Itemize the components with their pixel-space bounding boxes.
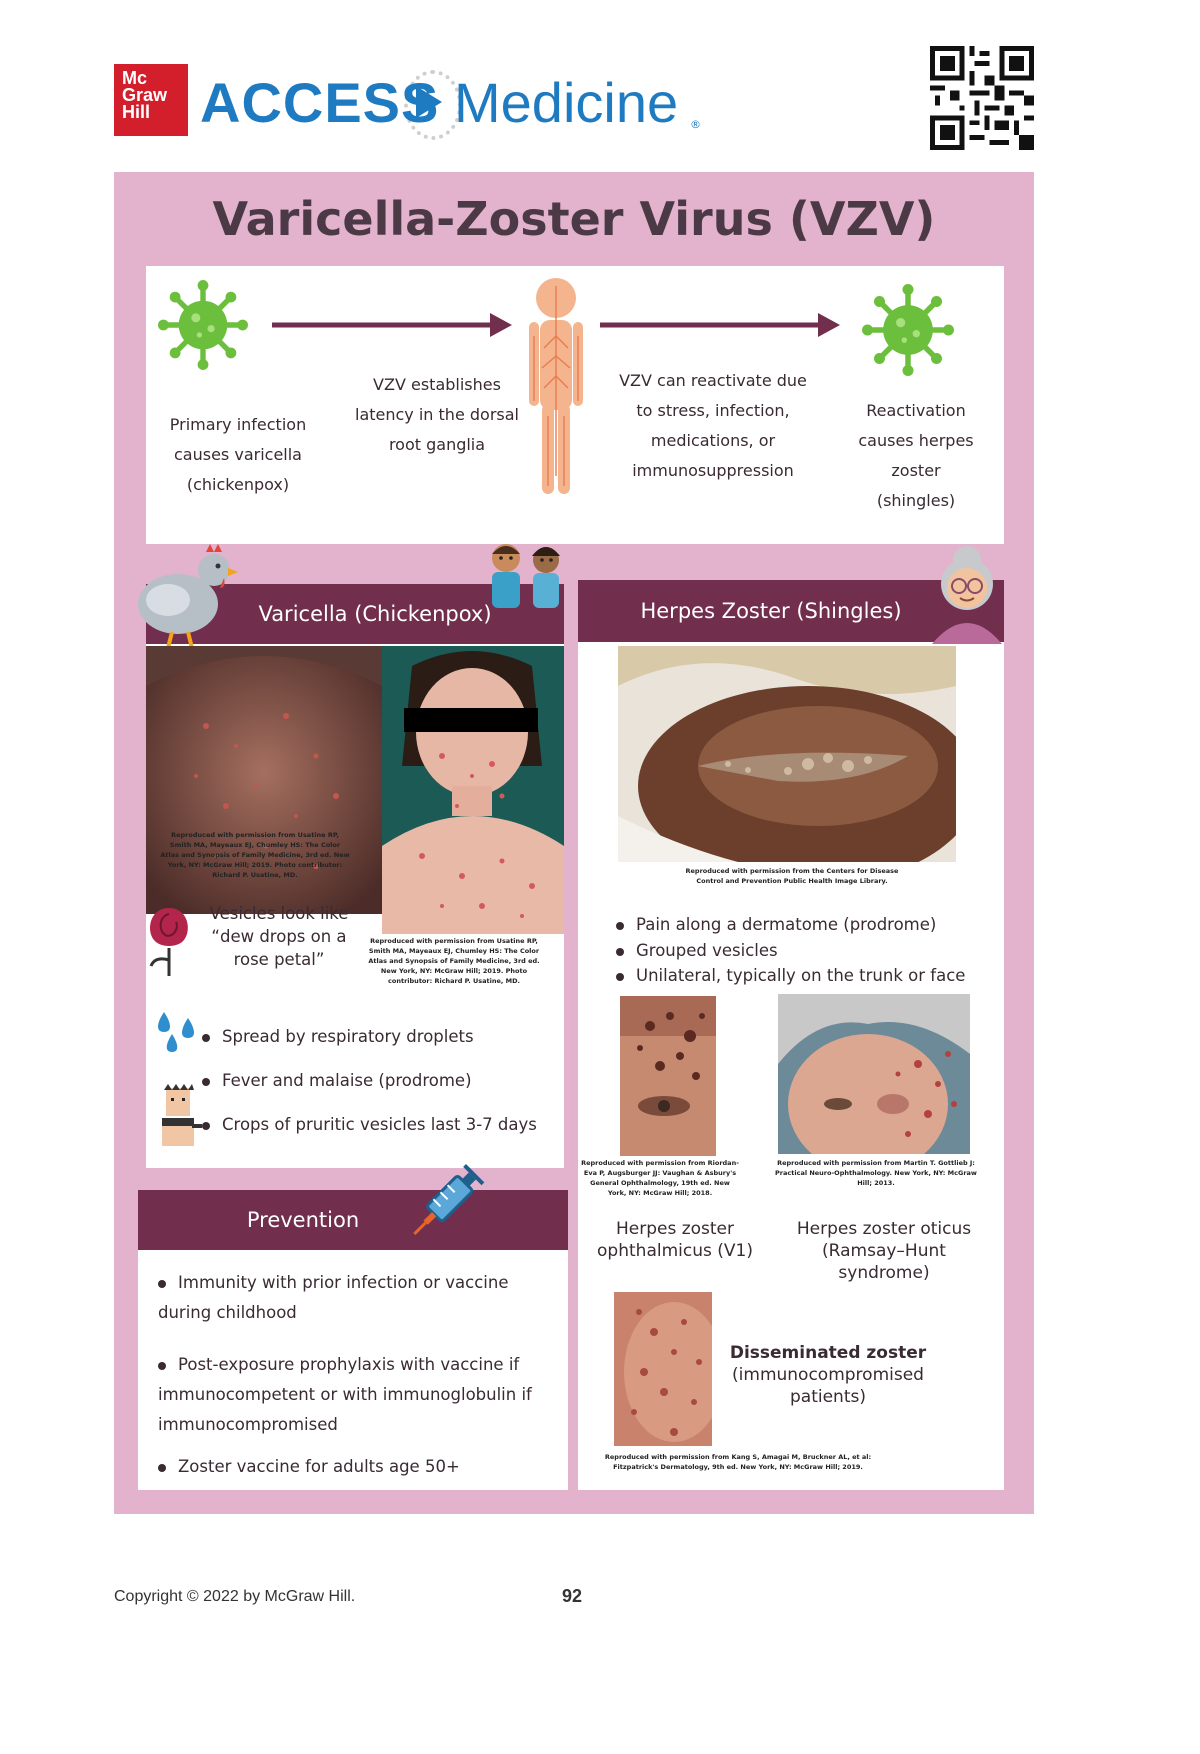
disseminated-zoster-subtitle: (immunocompromised patients) (732, 1365, 924, 1407)
virus-icon (158, 280, 248, 370)
zoster-heading: Herpes Zoster (Shingles) (578, 580, 1004, 642)
page-number: 92 (562, 1586, 583, 1606)
zoster-oticus-credit: Reproduced with permission from Martin T. Gottlieb J: Practical Neuro-Ophthalmology. New York, NY: McGraw Hill; 2013. (775, 1159, 977, 1187)
registered-mark: ® (690, 118, 701, 131)
flow-step-reactivation-triggers: VZV can reactivate due to stress, infection, medications, or immunosuppression (619, 371, 807, 480)
brand-medicine-text: Medicine (454, 71, 679, 134)
copyright-text: Copyright © 2022 by McGraw Hill. (114, 1588, 356, 1605)
chicken-icon (132, 542, 238, 652)
varicella-bullet: Fever and malaise (prodrome) (202, 1068, 562, 1093)
play-arrow-icon (416, 86, 442, 118)
varicella-photo-credit-2: Reproduced with permission from Usatine RP, Smith MA, Mayeaux EJ, Chumley HS: The Color Atlas and Synopsis of Family Medicine, 3rd ed. New York, NY: McGraw Hill; 2019. Photo contributor: Richard P. Usatine, MD. (368, 937, 540, 985)
zoster-oticus-label: Herpes zoster oticus (Ramsay–Hunt syndrome) (796, 1219, 972, 1283)
varicella-child-photo (382, 646, 564, 934)
disseminated-zoster-credit: Reproduced with permission from Kang S, Amagai M, Bruckner AL, et al: Fitzpatrick's Dermatology, 9th ed. New York, NY: McGraw Hill; 2019. (604, 1453, 872, 1471)
varicella-bullet: Spread by respiratory droplets (202, 1024, 562, 1049)
zoster-ophthalmicus-credit: Reproduced with permission from Riordan-Eva P, Augsburger JJ: Vaughan & Asbury's General Ophthalmology, 19th ed. New York, NY: McGraw Hill; 2018. (581, 1159, 739, 1197)
zoster-back-photo (618, 646, 956, 862)
flow-step-primary-infection: Primary infection causes varicella (chickenpox) (169, 415, 307, 494)
virus-icon (862, 284, 954, 376)
syringe-icon (404, 1160, 494, 1250)
droplets-icon (152, 1010, 202, 1056)
zoster-bullet: Pain along a dermatome (prodrome) (616, 912, 1006, 937)
disseminated-zoster-title: Disseminated zoster (729, 1343, 927, 1363)
human-nervous-system-icon (528, 276, 584, 498)
arrow-right-icon (600, 310, 840, 340)
varicella-photo-credit-1: Reproduced with permission from Usatine RP, Smith MA, Mayeaux EJ, Chumley HS: The Color Atlas and Synopsis of Family Medicine, 3rd ed. New York, NY: McGraw Hill; 2019. Photo contributor: Richard P. Usatine, MD. (160, 831, 350, 879)
varicella-bullet: Crops of pruritic vesicles last 3-7 days (202, 1112, 562, 1137)
zoster-photo-credit: Reproduced with permission from the Centers for Disease Control and Prevention Public Health Image Library. (685, 867, 899, 885)
varicella-heading: Varicella (Chickenpox) (146, 584, 564, 644)
zoster-bullet: Grouped vesicles (616, 938, 1006, 963)
prevention-heading: Prevention (138, 1190, 568, 1250)
zoster-ophthalmicus-label: Herpes zoster ophthalmicus (V1) (597, 1219, 753, 1261)
zoster-oticus-photo (778, 994, 970, 1154)
itching-person-icon (156, 1084, 204, 1148)
prevention-bullet: Zoster vaccine for adults age 50+ (158, 1452, 558, 1482)
rose-icon (140, 900, 198, 978)
elderly-woman-icon (926, 540, 1008, 644)
brand-access-text: ACCESS (200, 71, 440, 134)
zoster-ophthalmicus-photo (620, 996, 716, 1156)
mcgraw-hill-logo: Mc Graw Hill (114, 64, 188, 136)
prevention-bullet: Immunity with prior infection or vaccine during childhood (158, 1273, 509, 1322)
qr-code-icon[interactable] (930, 46, 1034, 150)
prevention-bullet: Post-exposure prophylaxis with vaccine if immunocompetent or with immunoglobulin if immunocompromised (158, 1355, 532, 1434)
arrow-right-icon (272, 310, 512, 340)
flow-step-latency: VZV establishes latency in the dorsal root ganglia (355, 375, 519, 454)
page-title: Varicella-Zoster Virus (VZV) (212, 192, 936, 246)
children-icon (482, 540, 572, 610)
zoster-bullet: Unilateral, typically on the trunk or face (616, 963, 1006, 988)
dew-drops-note: Vesicles look like “dew drops on a rose petal” (209, 904, 349, 969)
disseminated-zoster-photo (614, 1292, 712, 1446)
flow-step-shingles: Reactivation causes herpes zoster (shingles) (858, 401, 974, 510)
